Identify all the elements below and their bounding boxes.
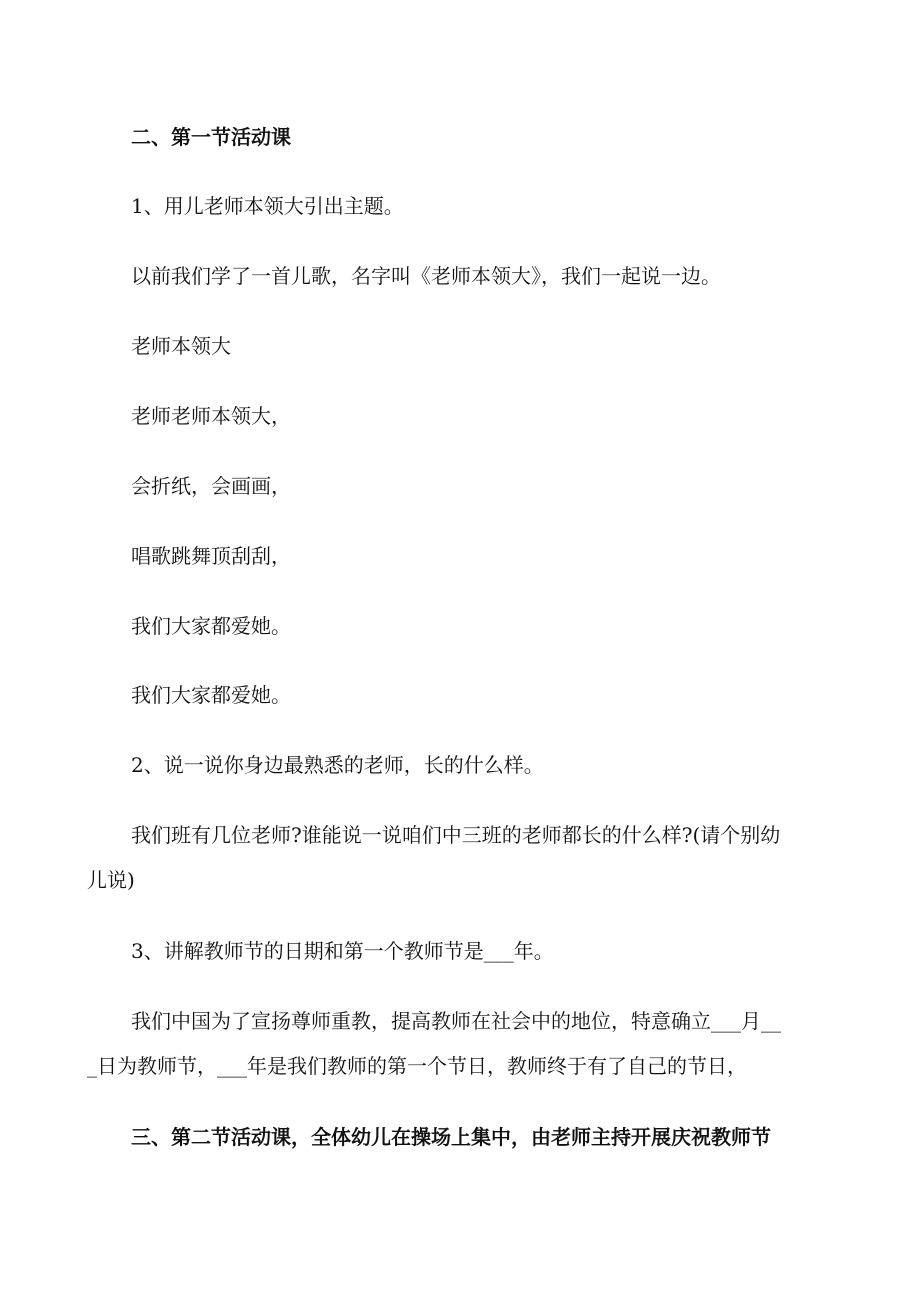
item-3-body-line1: 我们中国为了宣扬尊师重教，提高教师在社会中的地位，特意确立___月__ bbox=[131, 1009, 781, 1033]
item-1-title: 1、用儿老师本领大引出主题。 bbox=[131, 194, 404, 218]
poem-line: 我们大家都爱她。 bbox=[131, 614, 291, 638]
poem-line: 老师老师本领大， bbox=[131, 404, 291, 428]
section-heading-2: 二、第一节活动课 bbox=[131, 125, 291, 149]
item-1-intro: 以前我们学了一首儿歌，名字叫《老师本领大》，我们一起说一边。 bbox=[131, 264, 721, 288]
item-2-body-line2: 儿说) bbox=[87, 868, 135, 892]
section-heading-3: 三、第二节活动课，全体幼儿在操场上集中，由老师主持开展庆祝教师节 bbox=[131, 1125, 771, 1149]
poem-line: 会折纸，会画画， bbox=[131, 474, 291, 498]
item-3-body-line2: _日为教师节，___年是我们教师的第一个节日，教师终于有了自己的节日， bbox=[87, 1054, 747, 1078]
item-2-title: 2、说一说你身边最熟悉的老师，长的什么样。 bbox=[131, 753, 544, 777]
item-2-body-line1: 我们班有几位老师?谁能说一说咱们中三班的老师都长的什么样?(请个别幼 bbox=[131, 823, 781, 847]
item-3-title: 3、讲解教师节的日期和第一个教师节是___年。 bbox=[131, 939, 554, 963]
poem-line: 唱歌跳舞顶刮刮， bbox=[131, 544, 291, 568]
poem-line: 我们大家都爱她。 bbox=[131, 683, 291, 707]
poem-title: 老师本领大 bbox=[131, 334, 231, 358]
